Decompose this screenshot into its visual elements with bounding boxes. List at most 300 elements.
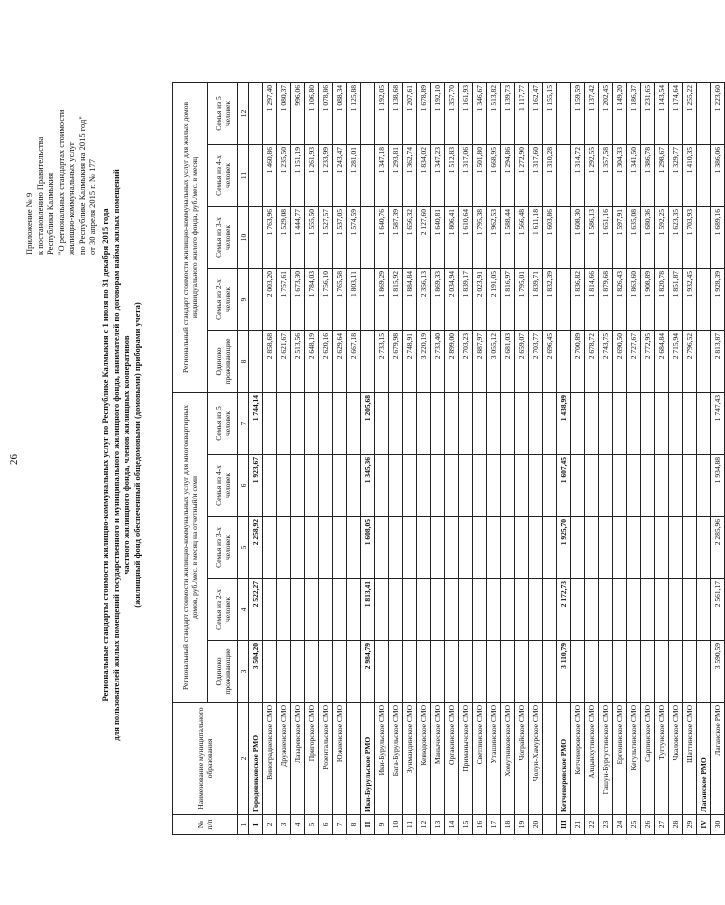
cost-value bbox=[249, 83, 263, 145]
cost-value bbox=[515, 579, 529, 641]
cost-value: 1 527,57 bbox=[319, 207, 333, 269]
cost-value bbox=[319, 455, 333, 517]
cost-value bbox=[571, 517, 585, 579]
cost-value: 1 281,01 bbox=[347, 145, 361, 207]
row-number: 26 bbox=[641, 815, 655, 835]
cost-value: 1 233,99 bbox=[319, 145, 333, 207]
cost-value bbox=[655, 517, 669, 579]
cost-value bbox=[641, 393, 655, 455]
cost-value: 1 832,39 bbox=[543, 269, 557, 331]
municipality-name: Южненское СМО bbox=[333, 703, 347, 815]
cost-value: 1 161,93 bbox=[459, 83, 473, 145]
cost-value: 2 733,15 bbox=[375, 331, 389, 393]
municipality-name: Уташинское СМО bbox=[487, 703, 501, 815]
cost-value: 1 298,67 bbox=[655, 145, 669, 207]
cost-value bbox=[459, 517, 473, 579]
cost-value: 1 438,99 bbox=[557, 393, 571, 455]
title-line: (жилищный фонд обеспеченный общедомовыми (домовыми) приборами учета) bbox=[131, 302, 142, 608]
cost-value: 2 561,17 bbox=[711, 579, 725, 641]
municipality-name: Зунмандинское СМО bbox=[403, 703, 417, 815]
cost-value bbox=[431, 455, 445, 517]
cost-value: 1 586,13 bbox=[585, 207, 599, 269]
cost-value: 2 667,18 bbox=[347, 331, 361, 393]
cost-value: 1 765,58 bbox=[333, 269, 347, 331]
cost-value: 1 125,88 bbox=[347, 83, 361, 145]
cost-value bbox=[557, 145, 571, 207]
cost-value bbox=[375, 393, 389, 455]
cost-value bbox=[529, 579, 543, 641]
cost-value: 2 513,56 bbox=[291, 331, 305, 393]
municipality-name: Светлинское СМО bbox=[473, 703, 487, 815]
cost-value bbox=[641, 579, 655, 641]
header-col: Одиноко проживающие bbox=[208, 641, 238, 703]
cost-value: 2 748,91 bbox=[403, 331, 417, 393]
table-row bbox=[501, 83, 515, 835]
cost-value: 2 715,94 bbox=[669, 331, 683, 393]
municipality-name: Ики-Бурульское СМО bbox=[375, 703, 389, 815]
cost-value: 2 858,68 bbox=[263, 331, 277, 393]
cost-value: 1 329,77 bbox=[669, 145, 683, 207]
cost-value: 1 592,25 bbox=[655, 207, 669, 269]
cost-value bbox=[277, 641, 291, 703]
cost-value bbox=[417, 579, 431, 641]
cost-value bbox=[417, 641, 431, 703]
row-number: 4 bbox=[291, 815, 305, 835]
table-row bbox=[515, 83, 529, 835]
row-number: IV bbox=[697, 815, 711, 835]
cost-value bbox=[627, 517, 641, 579]
cost-value bbox=[431, 641, 445, 703]
header-col-number: 4 bbox=[238, 579, 249, 641]
cost-value bbox=[501, 579, 515, 641]
table-row bbox=[263, 83, 277, 835]
cost-value: 2 023,91 bbox=[473, 269, 487, 331]
appendix-note bbox=[24, 15, 98, 255]
cost-value bbox=[417, 393, 431, 455]
cost-value: 1 757,61 bbox=[277, 269, 291, 331]
table-row bbox=[389, 83, 403, 835]
header-col-number: 6 bbox=[238, 455, 249, 517]
cost-value: 2 700,89 bbox=[571, 331, 585, 393]
municipality-name bbox=[543, 703, 557, 815]
cost-value: 1 341,50 bbox=[627, 145, 641, 207]
table-row bbox=[683, 83, 697, 835]
header-col: Семья из 5 человек bbox=[208, 393, 238, 455]
cost-value: 2 621,67 bbox=[277, 331, 291, 393]
cost-value bbox=[627, 641, 641, 703]
municipality-name: Маныческое СМО bbox=[431, 703, 445, 815]
row-number: 10 bbox=[389, 815, 403, 835]
cost-value bbox=[389, 641, 403, 703]
cost-value: 1 155,15 bbox=[543, 83, 557, 145]
municipality-name: Оргакинское СМО bbox=[445, 703, 459, 815]
header-col: Семья из 3-х человек bbox=[208, 207, 238, 269]
cost-value bbox=[641, 455, 655, 517]
row-number: 27 bbox=[655, 815, 669, 835]
cost-value: 1 317,06 bbox=[459, 145, 473, 207]
row-number: 23 bbox=[599, 815, 613, 835]
cost-value bbox=[333, 455, 347, 517]
cost-value: 2 696,45 bbox=[543, 331, 557, 393]
row-number: III bbox=[557, 815, 571, 835]
cost-value: 1 608,30 bbox=[571, 207, 585, 269]
cost-value bbox=[599, 641, 613, 703]
cost-value bbox=[459, 641, 473, 703]
cost-value bbox=[305, 393, 319, 455]
cost-value bbox=[403, 393, 417, 455]
cost-value: 1 272,90 bbox=[515, 145, 529, 207]
cost-value bbox=[627, 393, 641, 455]
cost-value bbox=[669, 579, 683, 641]
cost-value bbox=[347, 393, 361, 455]
cost-value bbox=[361, 145, 375, 207]
cost-value: 1 816,97 bbox=[501, 269, 515, 331]
cost-value: 1 106,80 bbox=[305, 83, 319, 145]
row-number: 8 bbox=[347, 815, 361, 835]
row-number: 29 bbox=[683, 815, 697, 835]
cost-value: 1 588,44 bbox=[501, 207, 515, 269]
cost-value bbox=[389, 579, 403, 641]
cost-value: 1 820,78 bbox=[655, 269, 669, 331]
cost-value bbox=[403, 455, 417, 517]
cost-value: 1 673,30 bbox=[291, 269, 305, 331]
cost-value bbox=[263, 579, 277, 641]
cost-value bbox=[529, 393, 543, 455]
cost-value: 996,06 bbox=[291, 83, 305, 145]
cost-value: 1 346,67 bbox=[473, 83, 487, 145]
cost-value bbox=[571, 579, 585, 641]
cost-value: 1 317,60 bbox=[529, 145, 543, 207]
cost-value: 1 137,42 bbox=[585, 83, 599, 145]
table-group-row bbox=[249, 83, 263, 835]
title-line: частного жилищного фонда, членов жилищных кооперативов bbox=[121, 335, 131, 575]
row-number: 3 bbox=[277, 815, 291, 835]
table-row bbox=[403, 83, 417, 835]
cost-value bbox=[655, 579, 669, 641]
cost-value bbox=[347, 517, 361, 579]
municipality-name: Чолун-Хамурское СМО bbox=[529, 703, 543, 815]
cost-value: 1 756,10 bbox=[319, 269, 333, 331]
cost-value: 1 611,18 bbox=[529, 207, 543, 269]
cost-value bbox=[571, 393, 585, 455]
cost-value: 1 795,01 bbox=[515, 269, 529, 331]
cost-value: 1 255,22 bbox=[683, 83, 697, 145]
cost-value bbox=[655, 393, 669, 455]
cost-value bbox=[473, 455, 487, 517]
cost-value bbox=[291, 455, 305, 517]
cost-value: 1 174,64 bbox=[669, 83, 683, 145]
cost-value: 1 603,86 bbox=[543, 207, 557, 269]
cost-value: 1 386,06 bbox=[711, 145, 725, 207]
header-col-number: 3 bbox=[238, 641, 249, 703]
appendix-line: от 30 апреля 2015 г. № 177 bbox=[87, 159, 97, 255]
cost-value: 2 684,84 bbox=[655, 331, 669, 393]
header-col-number: 5 bbox=[238, 517, 249, 579]
cost-value: 1 839,71 bbox=[529, 269, 543, 331]
municipality-name: Розентальское СМО bbox=[319, 703, 333, 815]
cost-value: 2 743,75 bbox=[599, 331, 613, 393]
cost-value: 2 127,60 bbox=[417, 207, 431, 269]
cost-value bbox=[249, 207, 263, 269]
cost-value: 1 814,66 bbox=[585, 269, 599, 331]
cost-value: 1 607,45 bbox=[557, 455, 571, 517]
cost-value bbox=[501, 517, 515, 579]
cost-value: 2 703,23 bbox=[459, 331, 473, 393]
cost-value bbox=[599, 579, 613, 641]
table-row bbox=[655, 83, 669, 835]
cost-value bbox=[515, 641, 529, 703]
cost-value bbox=[277, 455, 291, 517]
cost-value: 1 747,43 bbox=[711, 393, 725, 455]
cost-value: 1 143,54 bbox=[655, 83, 669, 145]
cost-value: 1 304,33 bbox=[613, 145, 627, 207]
cost-value: 1 934,88 bbox=[711, 455, 725, 517]
cost-value bbox=[361, 83, 375, 145]
cost-value bbox=[697, 579, 711, 641]
cost-value bbox=[263, 393, 277, 455]
cost-value bbox=[585, 517, 599, 579]
table-row bbox=[417, 83, 431, 835]
municipality-name: Кегультинское СМО bbox=[627, 703, 641, 815]
cost-value bbox=[361, 269, 375, 331]
cost-value: 1 608,05 bbox=[361, 517, 375, 579]
cost-value bbox=[277, 579, 291, 641]
cost-value bbox=[557, 207, 571, 269]
cost-value: 1 207,61 bbox=[403, 83, 417, 145]
cost-value bbox=[543, 517, 557, 579]
table-group-row bbox=[361, 83, 375, 835]
cost-value bbox=[501, 641, 515, 703]
cost-value: 1 884,84 bbox=[403, 269, 417, 331]
cost-value: 3 504,20 bbox=[249, 641, 263, 703]
cost-value: 1 610,64 bbox=[459, 207, 473, 269]
row-number: 11 bbox=[403, 815, 417, 835]
header-col: Семья из 3-х человек bbox=[208, 517, 238, 579]
cost-value bbox=[333, 579, 347, 641]
cost-value: 1 386,78 bbox=[641, 145, 655, 207]
cost-value bbox=[697, 207, 711, 269]
cost-value: 1 460,86 bbox=[263, 145, 277, 207]
cost-value bbox=[655, 455, 669, 517]
cost-value bbox=[291, 517, 305, 579]
cost-value bbox=[557, 331, 571, 393]
cost-value bbox=[487, 517, 501, 579]
cost-value bbox=[333, 517, 347, 579]
cost-value: 2 690,50 bbox=[613, 331, 627, 393]
cost-value: 2 356,13 bbox=[417, 269, 431, 331]
cost-value bbox=[431, 517, 445, 579]
cost-value: 1 763,96 bbox=[263, 207, 277, 269]
cost-value: 1 806,41 bbox=[445, 207, 459, 269]
cost-value: 1 080,37 bbox=[277, 83, 291, 145]
cost-value bbox=[347, 455, 361, 517]
cost-value: 1 703,93 bbox=[683, 207, 697, 269]
row-number: 12 bbox=[417, 815, 431, 835]
table-row bbox=[529, 83, 543, 835]
cost-value bbox=[571, 455, 585, 517]
table-row bbox=[305, 83, 319, 835]
table-row bbox=[669, 83, 683, 835]
appendix-line: Республики Калмыкия bbox=[45, 172, 55, 255]
cost-value bbox=[585, 455, 599, 517]
cost-value: 2 003,20 bbox=[263, 269, 277, 331]
cost-value: 1 744,14 bbox=[249, 393, 263, 455]
municipality-name: Лазаревское СМО bbox=[291, 703, 305, 815]
cost-value: 2 984,79 bbox=[361, 641, 375, 703]
cost-value bbox=[347, 579, 361, 641]
cost-value bbox=[319, 517, 333, 579]
cost-value: 3 055,12 bbox=[487, 331, 501, 393]
appendix-line: Приложение № 9 bbox=[24, 192, 34, 255]
cost-value: 1 345,36 bbox=[361, 455, 375, 517]
header-col-number: 1 bbox=[238, 815, 249, 835]
cost-value bbox=[669, 455, 683, 517]
table-row bbox=[319, 83, 333, 835]
cost-value: 1 813,41 bbox=[361, 579, 375, 641]
cost-value bbox=[599, 393, 613, 455]
cost-value bbox=[319, 641, 333, 703]
cost-value bbox=[403, 517, 417, 579]
municipality-name: Гашун-Бургустинское СМО bbox=[599, 703, 613, 815]
header-std-ind: Региональный стандарт стоимости жилищно-коммунальных услуг для жилых домов индивидуального жилого фонда, руб./мес. в месяц bbox=[173, 83, 208, 393]
standards-table bbox=[172, 82, 725, 835]
cost-value: 1 243,47 bbox=[333, 145, 347, 207]
header-col-number: 11 bbox=[238, 145, 249, 207]
cost-value: 1 863,60 bbox=[627, 269, 641, 331]
cost-value bbox=[263, 455, 277, 517]
cost-value bbox=[613, 579, 627, 641]
cost-value: 1 668,95 bbox=[487, 145, 501, 207]
cost-value bbox=[277, 517, 291, 579]
cost-value: 1 851,87 bbox=[669, 269, 683, 331]
cost-value bbox=[319, 393, 333, 455]
cost-value bbox=[389, 455, 403, 517]
cost-value bbox=[697, 83, 711, 145]
cost-value: 1 117,77 bbox=[515, 83, 529, 145]
cost-value bbox=[585, 641, 599, 703]
cost-value bbox=[529, 517, 543, 579]
cost-value bbox=[291, 641, 305, 703]
cost-value: 2 285,96 bbox=[711, 517, 725, 579]
cost-value bbox=[473, 641, 487, 703]
appendix-line: к постановлению Правительства bbox=[34, 136, 45, 255]
cost-value: 2 620,16 bbox=[319, 331, 333, 393]
cost-value: 2 629,64 bbox=[333, 331, 347, 393]
cost-value bbox=[487, 455, 501, 517]
table-row bbox=[641, 83, 655, 835]
cost-value bbox=[487, 641, 501, 703]
cost-value bbox=[487, 393, 501, 455]
cost-value bbox=[431, 393, 445, 455]
header-col: Семья из 4-х человек bbox=[208, 145, 238, 207]
cost-value bbox=[557, 83, 571, 145]
municipality-name: Сарпинское СМО bbox=[641, 703, 655, 815]
row-number: 14 bbox=[445, 815, 459, 835]
cost-value bbox=[375, 517, 389, 579]
cost-value: 2 899,00 bbox=[445, 331, 459, 393]
header-col: Семья из 2-х человек bbox=[208, 579, 238, 641]
table-row bbox=[711, 83, 725, 835]
cost-value bbox=[333, 393, 347, 455]
cost-value: 1 186,37 bbox=[627, 83, 641, 145]
cost-value bbox=[277, 393, 291, 455]
cost-value bbox=[403, 641, 417, 703]
cost-value: 1 908,89 bbox=[641, 269, 655, 331]
cost-value bbox=[585, 393, 599, 455]
table-row bbox=[585, 83, 599, 835]
cost-value: 1 923,67 bbox=[249, 455, 263, 517]
cost-value: 1 088,34 bbox=[333, 83, 347, 145]
cost-value: 1 292,55 bbox=[585, 145, 599, 207]
header-col-number: 12 bbox=[238, 83, 249, 145]
cost-value bbox=[417, 455, 431, 517]
row-number: 24 bbox=[613, 815, 627, 835]
header-num: № п/п bbox=[173, 815, 238, 835]
municipality-name: Городовиковское РМО bbox=[249, 703, 263, 815]
cost-value bbox=[683, 641, 697, 703]
row-number: 17 bbox=[487, 815, 501, 835]
header-col-number: 2 bbox=[238, 703, 249, 815]
cost-value: 2 813,87 bbox=[711, 331, 725, 393]
cost-value: 1 529,08 bbox=[277, 207, 291, 269]
table-row bbox=[543, 83, 557, 835]
cost-value bbox=[459, 579, 473, 641]
cost-value: 1 151,19 bbox=[291, 145, 305, 207]
cost-value bbox=[375, 579, 389, 641]
header-std-mkd: Региональный стандарт стоимости жилищно-коммунальных услуг для многоквартирных домов, руб./мес. в месяц на отчетный/и семи bbox=[173, 393, 208, 703]
cost-value: 1 678,89 bbox=[417, 83, 431, 145]
cost-value: 1 623,35 bbox=[669, 207, 683, 269]
cost-value: 1 555,50 bbox=[305, 207, 319, 269]
cost-value bbox=[697, 455, 711, 517]
cost-value bbox=[613, 393, 627, 455]
cost-value bbox=[697, 393, 711, 455]
cost-value bbox=[599, 517, 613, 579]
cost-value: 1 784,03 bbox=[305, 269, 319, 331]
cost-value: 1 839,17 bbox=[459, 269, 473, 331]
cost-value: 1 869,29 bbox=[375, 269, 389, 331]
cost-value: 1 162,47 bbox=[529, 83, 543, 145]
cost-value: 1 444,77 bbox=[291, 207, 305, 269]
cost-value: 1 537,05 bbox=[333, 207, 347, 269]
header-col-number: 9 bbox=[238, 269, 249, 331]
row-number: I bbox=[249, 815, 263, 835]
cost-value bbox=[305, 455, 319, 517]
row-number: 2 bbox=[263, 815, 277, 835]
cost-value bbox=[529, 455, 543, 517]
cost-value bbox=[697, 145, 711, 207]
cost-value bbox=[515, 393, 529, 455]
cost-value: 1 574,59 bbox=[347, 207, 361, 269]
cost-value bbox=[669, 393, 683, 455]
cost-value bbox=[697, 269, 711, 331]
row-number: 6 bbox=[319, 815, 333, 835]
table-row bbox=[571, 83, 585, 835]
cost-value bbox=[697, 641, 711, 703]
page-number: 26 bbox=[8, 454, 20, 465]
cost-value: 1 836,82 bbox=[571, 269, 585, 331]
table-group-row bbox=[697, 83, 711, 835]
cost-value bbox=[669, 517, 683, 579]
cost-value bbox=[571, 641, 585, 703]
table-group-row bbox=[557, 83, 571, 835]
cost-value: 2 796,52 bbox=[683, 331, 697, 393]
cost-value: 1 962,53 bbox=[487, 207, 501, 269]
cost-value: 1 159,59 bbox=[571, 83, 585, 145]
municipality-name: Кетченеровское СМО bbox=[571, 703, 585, 815]
municipality-name: Дружненское СМО bbox=[277, 703, 291, 815]
cost-value: 1 869,33 bbox=[431, 269, 445, 331]
